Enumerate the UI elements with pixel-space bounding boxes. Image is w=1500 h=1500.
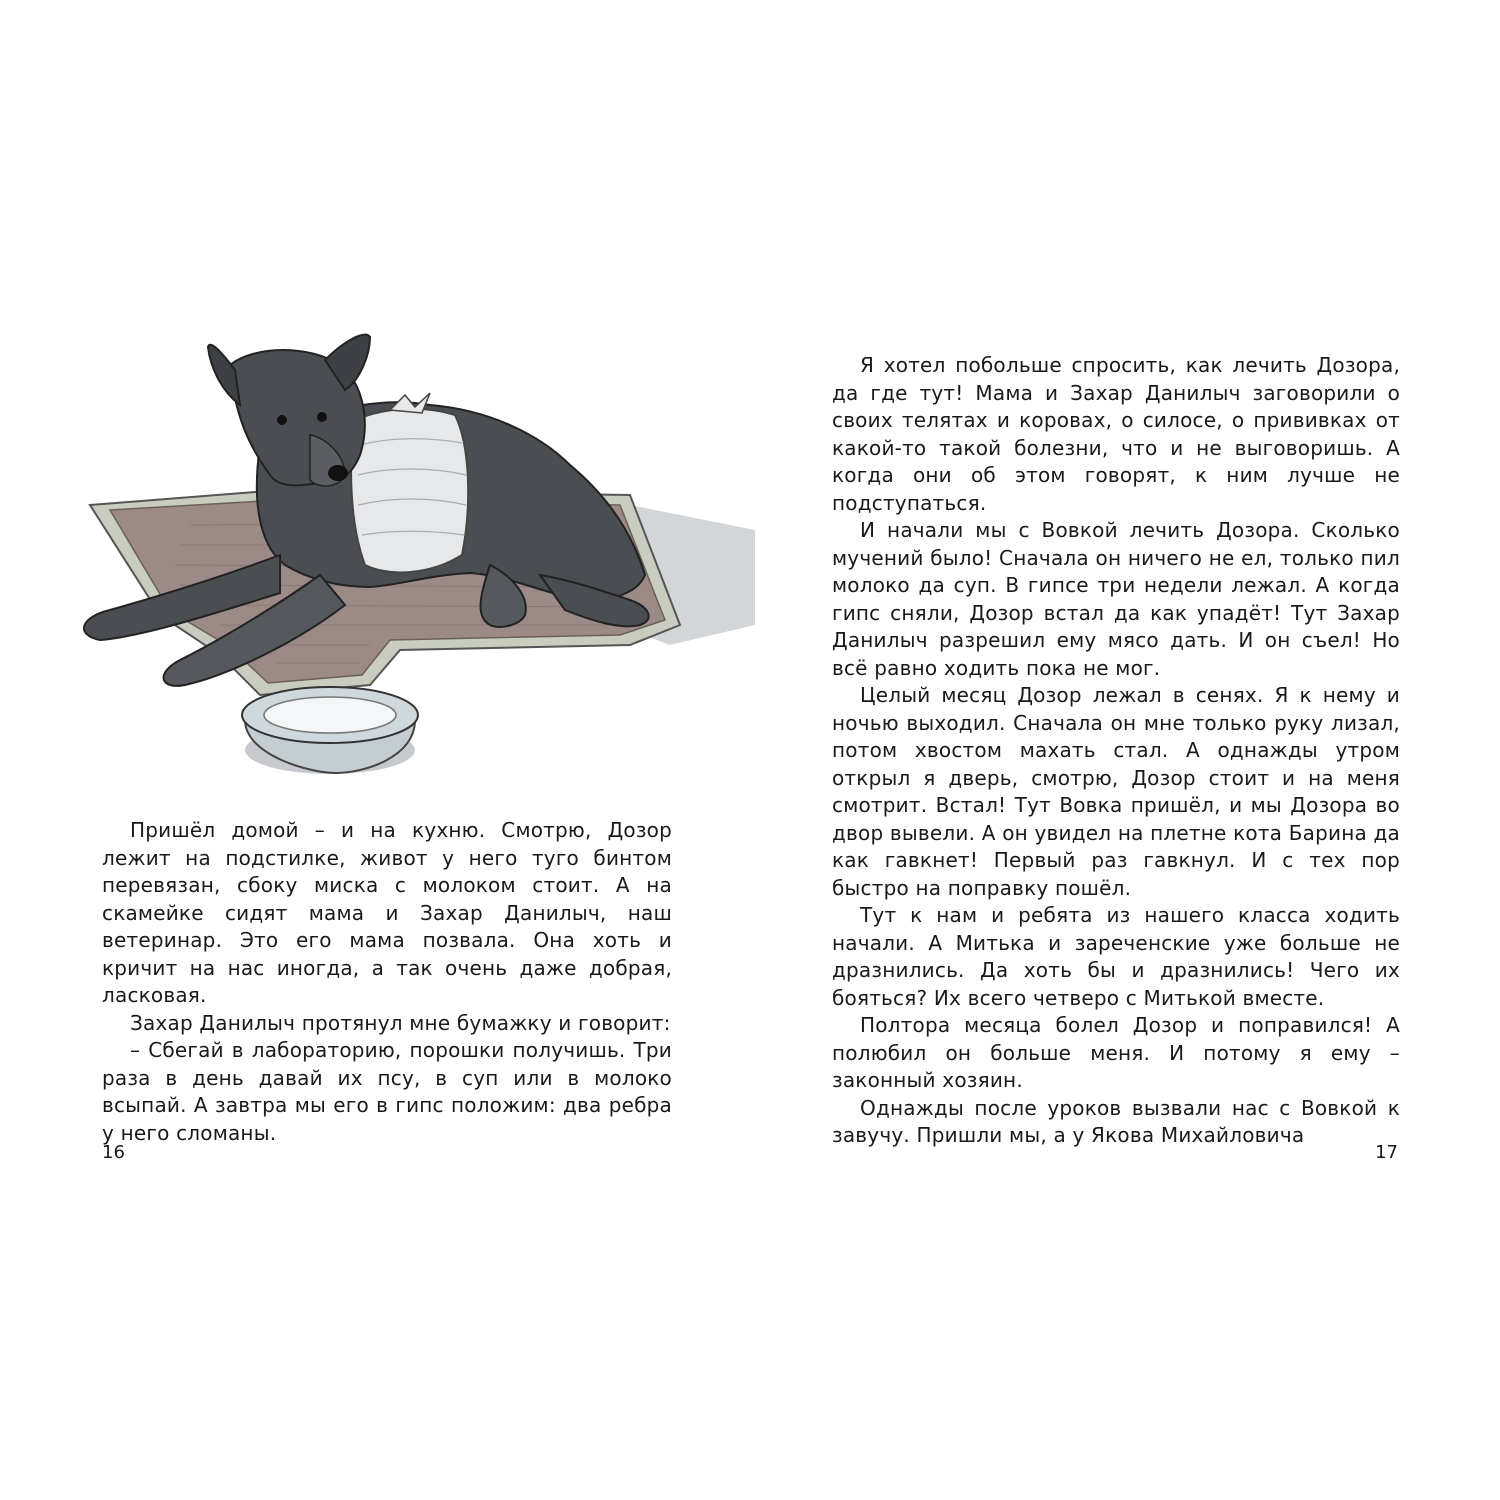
dog-eye-right (317, 412, 327, 422)
dog-illustration (70, 325, 755, 785)
bandage-knot (390, 393, 430, 413)
left-paragraph-2: Захар Данилыч протянул мне бумажку и говорит: (130, 1010, 671, 1035)
right-paragraph-1: Я хотел побольше спросить, как лечить Дозора, да где тут! Мама и Захар Данилыч заговорили о своих телятах и коровах, о силосе, о прививках от какой-то такой болезни, что и не выговоришь. А когда они об этом говорят, к ним лучше не подступаться. (832, 353, 1400, 515)
right-paragraph-2: И начали мы с Вовкой лечить Дозора. Сколько мучений было! Сначала он ничего не ел, только пил молоко да суп. В гипсе три недели лежал. А когда гипс сняли, Дозор встал да как упадёт! Тут Захар Данилыч разрешил ему мясо дать. И он съел! Но всё равно ходить пока не мог. (832, 518, 1400, 680)
dog-ear-left (208, 345, 240, 405)
right-paragraph-4: Тут к нам и ребята из нашего класса ходить начали. А Митька и зареченские уже больше не дразнились. Да хоть бы и дразнились! Чего их бояться? Их всего четверо с Митькой вместе. (832, 903, 1400, 1010)
right-body-text (832, 352, 1400, 1150)
right-page (750, 0, 1500, 1500)
right-paragraph-5: Полтора месяца болел Дозор и поправился! А полюбил он больше меня. И потому я ему – законный хозяин. (832, 1013, 1400, 1092)
left-body-text (102, 817, 672, 1147)
dog-nose (328, 465, 348, 481)
left-paragraph-3: – Сбегай в лабораторию, порошки получишь. Три раза в день давай их псу, в суп или в молоко всыпай. А завтра мы его в гипс положим: два ребра у него сломаны. (102, 1038, 672, 1145)
right-paragraph-3: Целый месяц Дозор лежал в сенях. Я к нему и ночью выходил. Сначала он мне только руку лизал, потом хвостом махать стал. А однажды утром открыл я дверь, смотрю, Дозор стоит и на меня смотрит. Встал! Тут Вовка пришёл, и мы Дозора во двор вывели. А он увидел на плетне кота Барина да как гавкнет! Первый раз гавкнул. И с тех пор быстро на поправку пошёл. (832, 683, 1400, 900)
page-number-left: 16 (102, 1142, 125, 1163)
dog-bandage (351, 409, 468, 573)
right-paragraph-6: Однажды после уроков вызвали нас с Вовкой к завучу. Пришли мы, а у Якова Михайловича (832, 1095, 1400, 1147)
left-paragraph-1: Пришёл домой – и на кухню. Смотрю, Дозор лежит на подстилке, живот у него туго бинтом перевязан, сбоку миска с молоком стоит. А на скамейке сидят мама и Захар Данилыч, наш ветеринар. Это его мама позвала. Она хоть и кричит на нас иногда, а так очень даже добрая, ласковая. (102, 818, 672, 1007)
dog-eye-left (277, 415, 287, 425)
page-number-right: 17 (1375, 1142, 1398, 1163)
